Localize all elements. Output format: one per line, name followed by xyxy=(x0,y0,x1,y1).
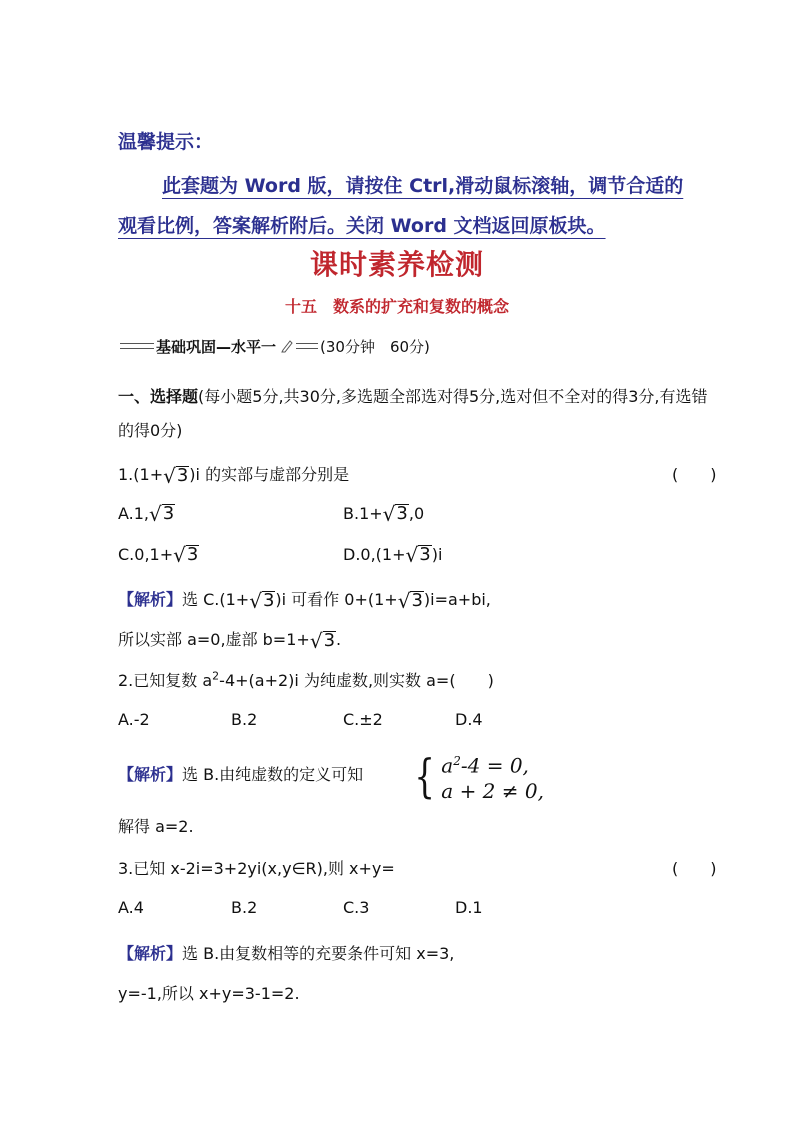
q2-option-d: D.4 xyxy=(455,710,483,729)
sqrt-symbol: √ 3 xyxy=(173,543,199,567)
q3-option-a: A.4 xyxy=(118,898,144,917)
q3-option-d: D.1 xyxy=(455,898,483,917)
double-rule-icon xyxy=(120,343,154,349)
page-title: 课时素养检测 xyxy=(309,248,484,281)
q1-option-b: B.1+ √ 3 ,0 xyxy=(343,502,425,526)
pencil-icon xyxy=(280,339,294,353)
q2-option-c: C.±2 xyxy=(343,710,383,729)
section-header xyxy=(118,380,718,448)
sqrt-symbol: √ 3 xyxy=(249,589,275,613)
sqrt-symbol: √ 3 xyxy=(149,502,175,526)
answer-parentheses: ( ) xyxy=(672,465,717,484)
q3-solution-line-1: 【解析】选 B.由复数相等的充要条件可知 x=3, xyxy=(118,944,455,963)
q3-option-c: C.3 xyxy=(343,898,370,917)
section-rule: (每小题5分,共30分,多选题全部选对得5分,选对但不全对的得3分,有选错的得0分) xyxy=(118,387,708,440)
q1-solution-line-2: 所以实部 a=0,虚部 b=1+ √ 3 . xyxy=(118,629,342,653)
section-title: 一、选择题 xyxy=(118,387,199,406)
equation-1: $a^2-4 = 0$, xyxy=(441,753,529,778)
brace-symbol: { xyxy=(414,749,435,803)
sqrt-symbol: √ 3 xyxy=(309,629,336,653)
sqrt-symbol: √ 3 xyxy=(382,502,408,526)
equation-2: a + 2 ≠ 0, xyxy=(441,779,544,804)
level-time: (30分钟 60分) xyxy=(320,337,430,356)
q1-option-c: C.0,1+ √ 3 xyxy=(118,543,199,567)
q3-solution-line-2: y=-1,所以 x+y=3-1=2. xyxy=(118,984,300,1003)
sqrt-symbol: √ 3 xyxy=(405,543,431,567)
q2-option-a: A.-2 xyxy=(118,710,150,729)
notice-title: 温馨提示： xyxy=(118,131,214,153)
q3-option-b: B.2 xyxy=(231,898,258,917)
solution-tag: 【解析】 xyxy=(118,944,183,963)
equation-system xyxy=(410,750,544,802)
double-rule-icon xyxy=(296,343,318,349)
solution-tag: 【解析】 xyxy=(118,765,183,784)
question-2-stem: 2.已知复数 $a^2-4+(a+2)i$ 为纯虚数,则实数 a=( ) xyxy=(118,669,494,690)
sqrt-symbol: √ 3 xyxy=(397,589,423,613)
q1-option-a: A.1, √ 3 xyxy=(118,502,175,526)
level-label: 基础巩固—水平一 xyxy=(156,337,277,356)
q2-solution-line-2: 解得 a=2. xyxy=(118,817,194,836)
solution-tag: 【解析】 xyxy=(118,590,183,609)
answer-parentheses: ( ) xyxy=(672,859,717,878)
q2-solution-line-1: 【解析】选 B.由纯虚数的定义可知 xyxy=(118,765,364,784)
level-bar xyxy=(120,334,430,358)
notice-body: 此套题为 Word 版，请按住 Ctrl,滑动鼠标滚轴，调节合适的观看比例，答案解析附后。关闭 Word 文档返回原板块。 xyxy=(118,175,684,237)
sqrt-symbol: √ 3 xyxy=(163,464,189,488)
q1-option-d: D.0,(1+ √ 3 )i xyxy=(343,543,443,567)
question-1-stem: 1.(1+ √ 3 )i 的实部与虚部分别是 xyxy=(118,464,350,488)
q1-solution-line-1: 【解析】选 C.(1+ √ 3 )i 可看作 0+(1+ √ 3 )i=a+bi, xyxy=(118,589,491,613)
page-subtitle: 十五 数系的扩充和复数的概念 xyxy=(284,297,509,316)
question-3-stem: 3.已知 x-2i=3+2yi(x,y∈R),则 x+y= xyxy=(118,859,395,878)
q2-option-b: B.2 xyxy=(231,710,258,729)
